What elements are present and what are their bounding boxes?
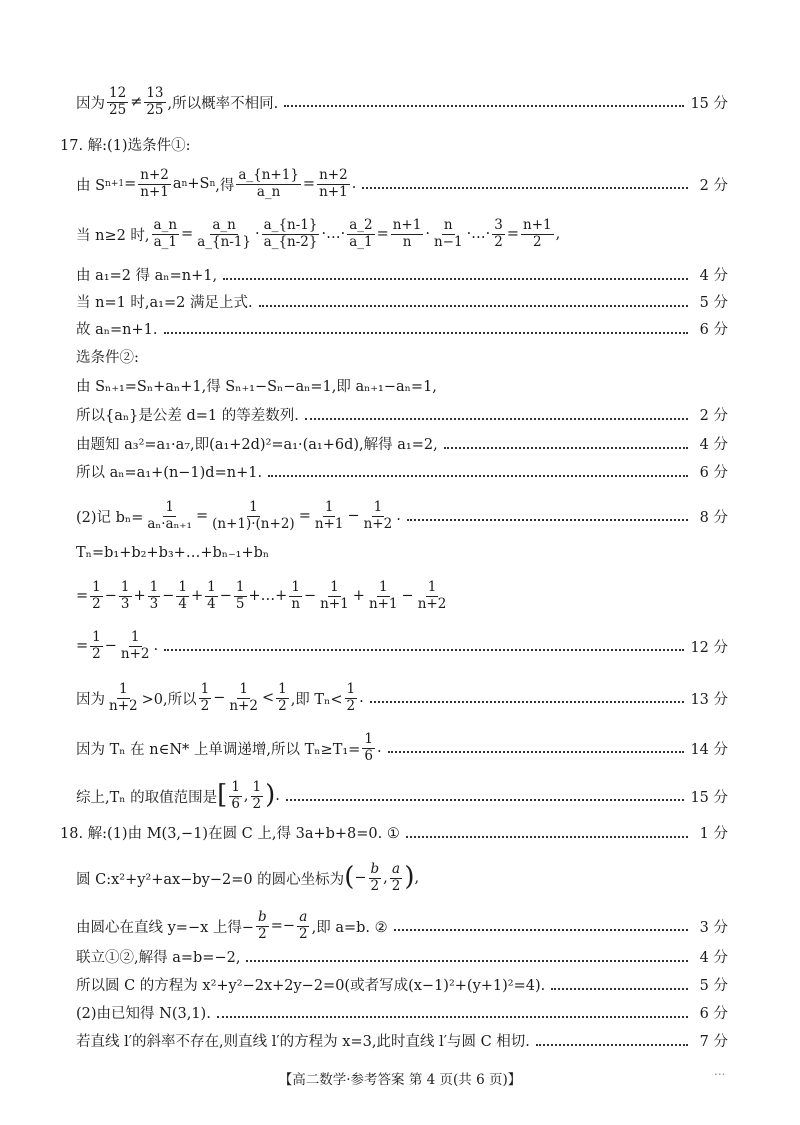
line-check: 当 n=1 时,a₁=2 满足上式. 5 分 bbox=[76, 291, 728, 312]
line-tangent: 若直线 l′的斜率不存在,则直线 l′的方程为 x=3,此时直线 l′与圆 C 相切. 7 分 bbox=[76, 1030, 728, 1051]
fraction: $\frac{n+2}{n+1}$ bbox=[319, 167, 348, 200]
score-mark: 7 分 bbox=[699, 1034, 728, 1050]
dot-leader bbox=[362, 185, 688, 189]
score-mark: 6 分 bbox=[699, 322, 728, 338]
score-mark: 8 分 bbox=[699, 509, 728, 526]
line-center-on-line: 由圆心在直线 y=−x 上得− $\frac{b}{2}$ =− $\frac{a}{2}$ ,即 a=b. ② 3 分 bbox=[76, 909, 728, 942]
line-range: 综上,Tₙ 的取值范围是 [ $\frac{1}{6}$ , $\frac{1}{2}$ ) . 15 分 bbox=[76, 779, 728, 812]
fraction: $\frac{13}{25}$ bbox=[146, 85, 164, 118]
line-monotone: 因为 Tₙ 在 n∈N* 上单调递增,所以 Tₙ≥T₁= $\frac{1}{6}$ . 14 分 bbox=[76, 731, 728, 764]
score-mark: 4 分 bbox=[699, 437, 728, 453]
text: 因为 bbox=[76, 95, 105, 112]
score-mark: 6 分 bbox=[699, 465, 728, 481]
line-conclude: 故 aₙ=n+1. 6 分 bbox=[76, 318, 728, 339]
text: ,所以概率不相同. bbox=[167, 95, 279, 112]
q17-heading: 17. 解:(1)选条件①: bbox=[60, 138, 191, 154]
score-mark: 2 分 bbox=[699, 408, 728, 424]
score-mark: 4 分 bbox=[699, 268, 728, 284]
fraction: $\frac{a\_\{n+1\}}{a\_n}$ bbox=[238, 167, 299, 200]
dot-leader bbox=[284, 103, 684, 107]
line-arith: 所以{aₙ}是公差 d=1 的等差数列. 2 分 bbox=[76, 404, 728, 425]
line-bn: (2)记 bₙ= $\frac{1}{\text{aₙ·aₙ₊₁}}$ = $\frac{1}{(n+1)\cdot(n+2)}$ = $\frac{1}{n+1}$ − $\frac{1}{n+2}$ . 8 分 bbox=[76, 499, 728, 532]
page-footer: 【高二数学·参考答案 第 4 页(共 6 页)】 bbox=[278, 1072, 522, 1088]
score-mark: 13 分 bbox=[690, 691, 728, 708]
line-telescope: = $\frac{1}{2}$ − $\frac{1}{3}$ + $\frac{1}{3}$ − $\frac{1}{4}$ + $\frac{1}{4}$ − $\frac{1}{5}$ +…+ $\frac{1}{n}$ − $\frac{1}{n+1}$ + $\frac{1}{n+1}$ − $\frac{1}{n+2}$ bbox=[76, 579, 447, 612]
corner-mark: ... bbox=[714, 1064, 726, 1078]
line-product: 当 n≥2 时, $\frac{a\_n}{a\_1}$ = $\frac{a\_n}{a\_\{n-1\}}$ · $\frac{a\_\{n-1\}}{a\_\{n-2\}}$ ·…· $\frac{a\_2}{a\_1}$ = $\frac{n+1}{n}$ · $\frac{n}{n-1}$ ·…· $\frac{3}{2}$ = $\frac{n+1}{2}$ , bbox=[76, 217, 561, 250]
line-sn: 由 Sₙ₊₁=Sₙ+aₙ+1,得 Sₙ₊₁−Sₙ−aₙ=1,即 aₙ₊₁−aₙ=1, bbox=[76, 379, 437, 395]
score-mark: 15 分 bbox=[690, 95, 728, 112]
score-mark: 2 分 bbox=[699, 177, 728, 194]
line-center: 圆 C:x²+y²+ax−by−2=0 的圆心坐标为 ( − $\frac{b}{2}$ , $\frac{a}{2}$ ) , bbox=[76, 861, 420, 894]
q18-line-1: 18. 解:(1)由 M(3,−1)在圆 C 上,得 3a+b+8=0. ① 1 分 bbox=[60, 822, 728, 843]
line-n-point: (2)由已知得 N(3,1). 6 分 bbox=[76, 1002, 728, 1023]
score-mark: 1 分 bbox=[699, 826, 728, 842]
line-recurrence: 由 S n+1 = $\frac{n+2}{n+1}$ a n +S n ,得 $\frac{a\_\{n+1\}}{a\_n}$ = $\frac{n+2}{n+1}$ . 2 分 bbox=[76, 167, 728, 200]
score-mark: 5 分 bbox=[699, 295, 728, 311]
fraction: $\frac{12}{25}$ bbox=[109, 85, 127, 118]
score-mark: 12 分 bbox=[690, 639, 728, 656]
fraction: $\frac{n+2}{n+1}$ bbox=[140, 167, 169, 200]
line-prob-compare bbox=[76, 86, 728, 118]
line-solve: 联立①②,解得 a=b=−2, 4 分 bbox=[76, 946, 728, 967]
score-mark: 15 分 bbox=[690, 789, 728, 806]
score-mark: 5 分 bbox=[699, 978, 728, 994]
line-circle-eq: 所以圆 C 的方程为 x²+y²−2x+2y−2=0(或者写成(x−1)²+(y+1)²=4). 5 分 bbox=[76, 974, 728, 995]
line-cond2: 选条件②: bbox=[76, 350, 139, 366]
line-an2: 所以 aₙ=a₁+(n−1)d=n+1. 6 分 bbox=[76, 461, 728, 482]
line-bound: 因为 $\frac{1}{n+2}$ >0,所以 $\frac{1}{2}$ − $\frac{1}{n+2}$ < $\frac{1}{2}$ ,即 Tₙ< $\frac{1}{2}$ . 13 分 bbox=[76, 681, 728, 714]
score-mark: 14 分 bbox=[690, 741, 728, 758]
score-mark: 4 分 bbox=[699, 950, 728, 966]
score-mark: 6 分 bbox=[699, 1006, 728, 1022]
score-mark: 3 分 bbox=[699, 919, 728, 936]
line-tn: Tₙ=b₁+b₂+b₃+…+bₙ₋₁+bₙ bbox=[76, 545, 270, 561]
text: ≠ bbox=[130, 94, 143, 111]
line-sum-result: = $\frac{1}{2}$ − $\frac{1}{n+2}$ . 12 分 bbox=[76, 629, 728, 662]
line-an: 由 a₁=2 得 aₙ=n+1, 4 分 bbox=[76, 264, 728, 285]
line-geo: 由题知 a₃²=a₁·a₇,即(a₁+2d)²=a₁·(a₁+6d),解得 a₁=2, 4 分 bbox=[76, 433, 728, 454]
